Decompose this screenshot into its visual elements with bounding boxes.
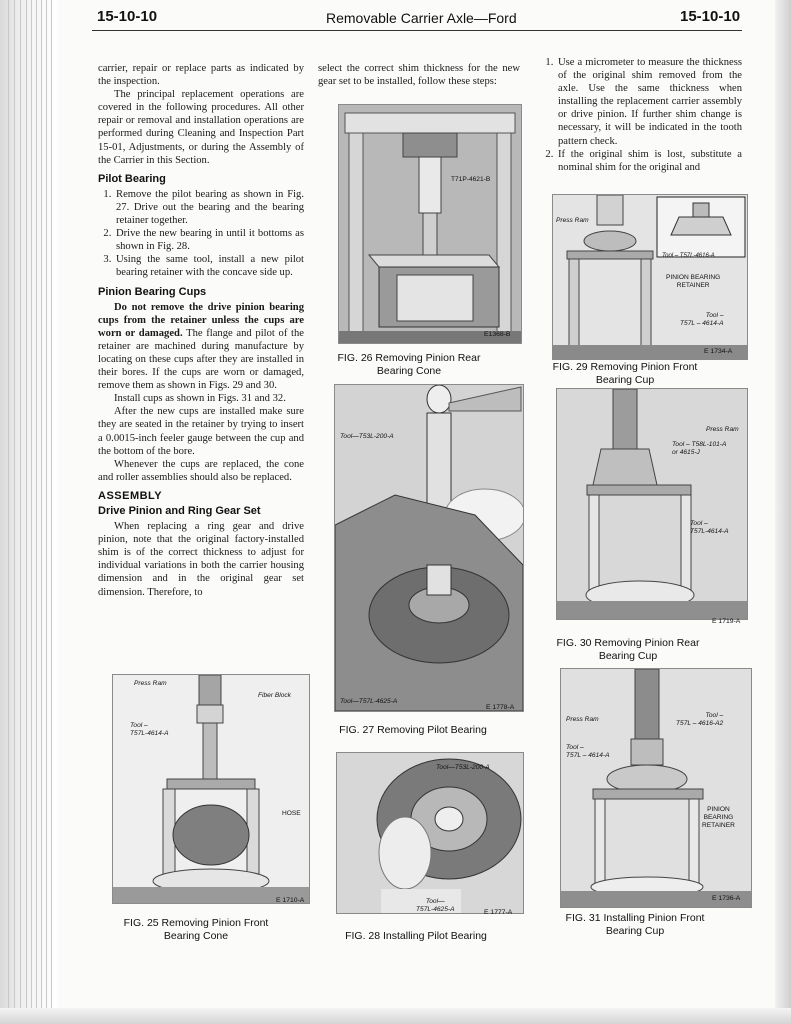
list-item: 2. If the original shim is lost, substitute a nominal shim for the original and	[556, 148, 742, 174]
header-rule	[92, 30, 742, 31]
paragraph: Whenever the cups are replaced, the cone and roller assemblies should also be replaced.	[98, 458, 304, 483]
label-tool-t53l: Tool—T53L-200-A	[340, 433, 394, 440]
label-tool-t71p: T71P-4621-B	[451, 176, 491, 183]
page-title: Removable Carrier Axle—Ford	[326, 10, 517, 26]
text-column-2	[318, 62, 520, 88]
label-tool-t57l-4614: Tool – T57L – 4614-A	[566, 744, 610, 759]
figure-29-code: E 1734-A	[704, 348, 733, 355]
page-number-right: 15-10-10	[680, 8, 741, 25]
label-tool-t57l: Tool – T57L-4614-A	[130, 722, 169, 737]
page-edge-shadow	[775, 0, 791, 1024]
paragraph: Install cups as shown in Figs. 31 and 32.	[114, 393, 286, 405]
paragraph: After the new cups are installed make sure they are seated in the retainer by trying to insert a 0.0015-inch feeler gauge between the cup and the bottom of the bore.	[98, 406, 304, 457]
text-column-1	[98, 62, 304, 599]
label-hose: HOSE	[282, 810, 301, 817]
figure-28-caption: FIG. 28 Installing Pilot Bearing	[345, 930, 487, 942]
figure-25-caption: FIG. 25 Removing Pinion Front Bearing Cone	[123, 917, 269, 942]
label-press-ram: Press Ram	[566, 716, 599, 723]
pilot-bearing-steps	[98, 188, 304, 280]
heading-assembly: ASSEMBLY	[98, 489, 163, 502]
label-tool-t57l-4616: Tool – T57L – 4616-A2	[676, 712, 724, 727]
list-item: 2. Drive the new bearing in until it bottoms as shown in Fig. 28.	[114, 227, 304, 253]
press-fixture-illustration	[561, 669, 751, 907]
figure-31-image	[560, 668, 752, 908]
paragraph: carrier, repair or replace parts as indicated by the inspection.	[98, 63, 304, 88]
figure-25-image	[112, 674, 310, 904]
figure-27-code: E 1778-A	[486, 704, 515, 711]
figure-29-caption: FIG. 29 Removing Pinion Front Bearing Cup	[552, 361, 698, 386]
heading-drive-pinion: Drive Pinion and Ring Gear Set	[98, 505, 261, 517]
label-tool-t58l: Tool – T58L-101-A or 4615-J	[672, 441, 727, 456]
list-item: 3. Using the same tool, install a new pilot bearing retainer with the concave side up.	[114, 253, 304, 279]
page-bottom-shadow	[0, 1008, 791, 1024]
figure-26-code: E1368-B	[484, 331, 511, 338]
shim-steps	[540, 56, 742, 174]
label-press-ram: Press Ram	[556, 217, 589, 224]
label-press-ram: Press Ram	[706, 426, 739, 433]
warning-text: Do not remove the drive pinion bearing cups from the retainer unless the cups are worn or damaged.	[98, 301, 304, 339]
figure-25-code: E 1710-A	[276, 897, 305, 904]
figure-26-image	[338, 104, 522, 344]
paragraph: When replacing a ring gear and drive pinion, note that the original factory-installed shim is of the correct thickness to adjust for individual variations in both the carrier housing dimension and in the original gear set dimension. Therefore, to	[98, 521, 304, 598]
label-press-ram: Press Ram	[134, 680, 167, 687]
label-fiber-block: Fiber Block	[258, 692, 291, 699]
label-inset-tool: Tool – T57L-4616-A	[662, 253, 715, 259]
figure-30-image	[556, 388, 748, 620]
figure-28-code: E 1777-A	[484, 909, 513, 916]
list-item: 1. Use a micrometer to measure the thickness of the original shim removed from the axle. Use the same thickness when installing the replacement carrier assembly or drive pinion. If further shim change is necessary, it will be indicated in the tooth pattern check.	[556, 56, 742, 148]
figure-26-caption: FIG. 26 Removing Pinion Rear Bearing Cone	[337, 352, 481, 377]
paragraph: The principal replacement operations are covered in the following procedures. All other repair or removal and installation operations are performed during Cleaning and Inspection Part 15-01, Adjustments, or during the Assembly of the Carrier in this Section.	[98, 89, 304, 166]
page-number-left: 15-10-10	[97, 8, 158, 25]
figure-30-code: E 1719-A	[712, 618, 741, 625]
label-pinion-bearing-retainer: PINION BEARING RETAINER	[666, 274, 721, 289]
figure-27-caption: FIG. 27 Removing Pilot Bearing	[339, 724, 487, 736]
press-fixture-illustration	[557, 389, 747, 619]
figure-30-caption: FIG. 30 Removing Pinion Rear Bearing Cup	[556, 637, 700, 662]
press-fixture-illustration	[113, 675, 309, 903]
label-tool-t57l-4625: Tool—T57L-4625-A	[340, 698, 398, 705]
label-tool-t57l: Tool – T57L-4614-A	[690, 520, 729, 535]
text-column-3	[540, 56, 742, 174]
list-item: 1. Remove the pilot bearing as shown in Fig. 27. Drive out the bearing and the bearing retainer together.	[114, 188, 304, 227]
heading-pinion-bearing-cups: Pinion Bearing Cups	[98, 285, 207, 298]
label-tool-t57l: Tool – T57L – 4614-A	[680, 312, 724, 327]
heading-pilot-bearing: Pilot Bearing	[98, 172, 166, 185]
figure-31-caption: FIG. 31 Installing Pinion Front Bearing Cup	[565, 912, 705, 937]
label-tool-t57l-4625: Tool— T57L-4625-A	[416, 898, 455, 913]
book-binding-edge	[0, 0, 58, 1024]
label-pinion-bearing-retainer: PINION BEARING RETAINER	[702, 806, 735, 829]
figure-28-image	[336, 752, 524, 914]
carrier-housing-illustration	[337, 753, 523, 913]
press-illustration	[339, 105, 521, 343]
label-tool-t53l: Tool—T53L-200-A	[436, 764, 490, 771]
figure-31-code: E 1736-A	[712, 895, 741, 902]
paragraph-text: The flange and pilot of the retainer are machined during manufacture by locating on these cups after they are installed in their bores. If the cups are worn or damaged, remove them as shown in Figs. 29 and 30.	[98, 327, 304, 392]
paragraph: select the correct shim thickness for the new gear set to be installed, follow these steps:	[318, 63, 520, 88]
paragraph-cups	[98, 301, 304, 393]
